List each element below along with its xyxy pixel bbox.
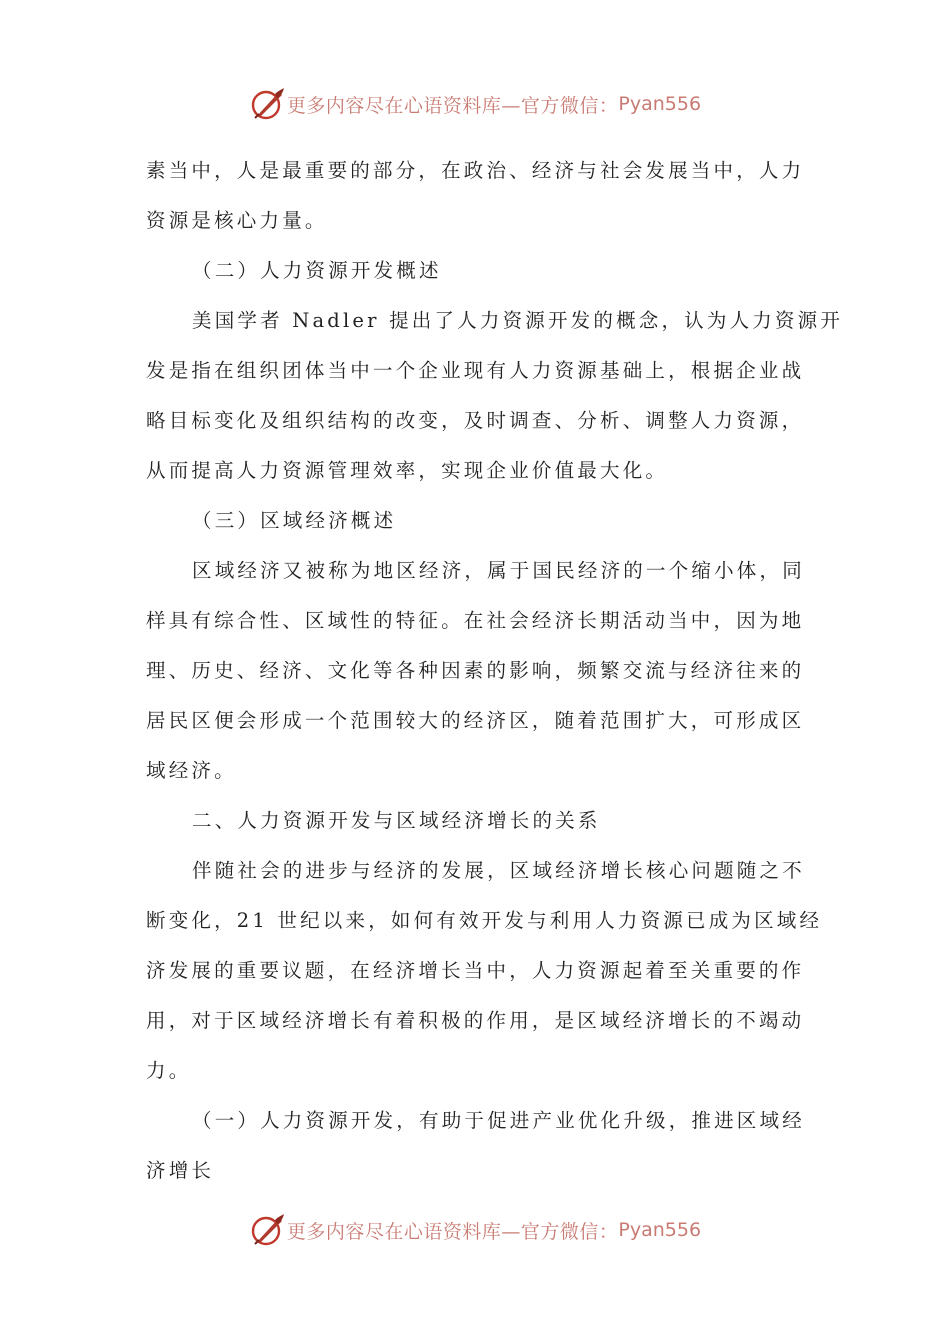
paragraph-continuation: [146, 146, 806, 246]
quill-logo-icon: [249, 1212, 285, 1248]
text-line: 力。: [146, 1059, 192, 1082]
text-line: 济增长: [146, 1159, 215, 1182]
paragraph: [146, 296, 844, 496]
section-heading: [146, 1096, 806, 1196]
text-line: （一）人力资源开发，有助于促进产业优化升级，推进区域经: [192, 1109, 805, 1132]
paragraph: [146, 846, 823, 1096]
text-line: 域经济。: [146, 759, 237, 782]
text-line: 用，对于区域经济增长有着积极的作用，是区域经济增长的不竭动: [146, 1009, 805, 1032]
watermark-text: 更多内容尽在心语资料库—官方微信：: [286, 1220, 619, 1243]
watermark-banner-top: [0, 82, 950, 126]
section-heading: [146, 246, 806, 296]
watermark-text: 更多内容尽在心语资料库—官方微信：: [286, 94, 619, 117]
watermark-contact: Pyan556: [618, 93, 702, 115]
quill-logo-icon: [249, 86, 285, 122]
text-line: 素当中，人是最重要的部分，在政治、经济与社会发展当中，人力: [146, 159, 805, 182]
text-line: 样具有综合性、区域性的特征。在社会经济长期活动当中，因为地: [146, 609, 805, 632]
text-line: 居民区便会形成一个范围较大的经济区，随着范围扩大，可形成区: [146, 709, 805, 732]
text-line: 济发展的重要议题，在经济增长当中，人力资源起着至关重要的作: [146, 959, 805, 982]
watermark-banner-bottom: [0, 1208, 950, 1252]
text-line: 伴随社会的进步与经济的发展，区域经济增长核心问题随之不: [192, 859, 805, 882]
document-body: [146, 146, 844, 1196]
text-line: 理、历史、经济、文化等各种因素的影响，频繁交流与经济往来的: [146, 659, 805, 682]
text-line: 区域经济又被称为地区经济，属于国民经济的一个缩小体，同: [192, 559, 805, 582]
text-line: 二、人力资源开发与区域经济增长的关系: [192, 809, 601, 832]
paragraph: [146, 546, 806, 796]
text-line: 断变化，21 世纪以来，如何有效开发与利用人力资源已成为区域经: [146, 909, 823, 932]
text-line: （二）人力资源开发概述: [192, 259, 442, 282]
text-line: 从而提高人力资源管理效率，实现企业价值最大化。: [146, 459, 669, 482]
text-line: （三）区域经济概述: [192, 509, 397, 532]
text-line: 美国学者 Nadler 提出了人力资源开发的概念，认为人力资源开: [192, 309, 844, 332]
section-heading: [146, 496, 806, 546]
text-line: 发是指在组织团体当中一个企业现有人力资源基础上，根据企业战: [146, 359, 805, 382]
text-line: 资源是核心力量。: [146, 209, 328, 232]
watermark-contact: Pyan556: [618, 1219, 702, 1241]
text-line: 略目标变化及组织结构的改变，及时调查、分析、调整人力资源，: [146, 409, 805, 432]
section-heading: [146, 796, 806, 846]
